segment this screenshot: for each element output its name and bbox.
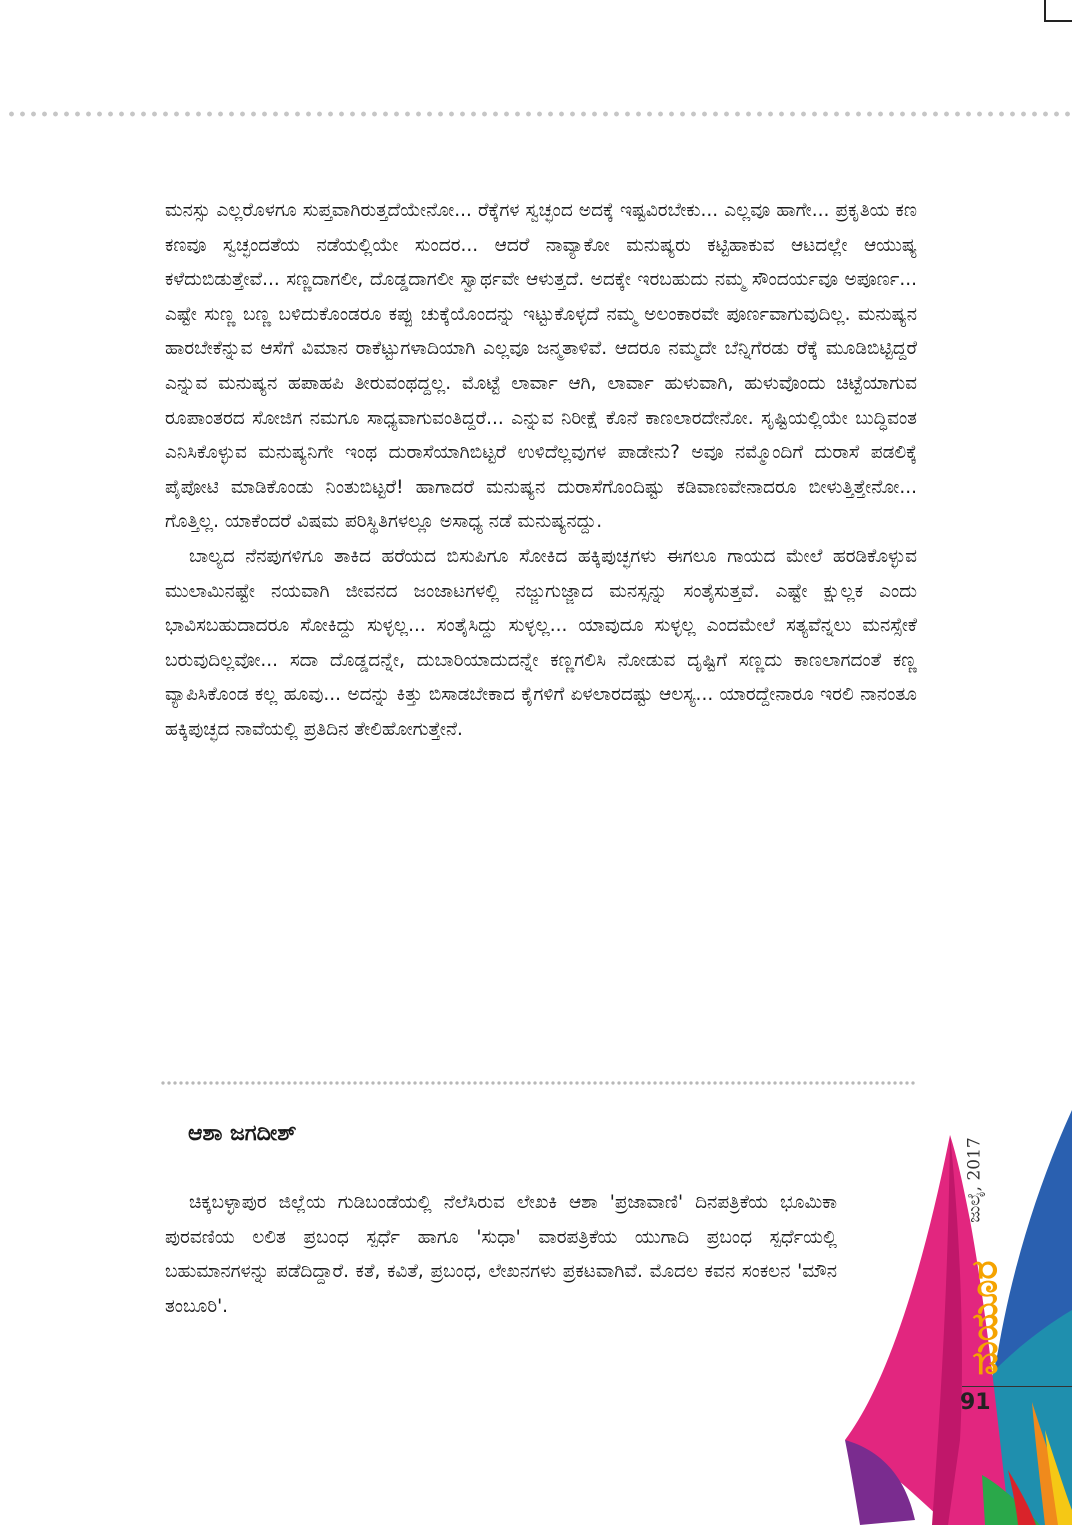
issue-date-text: ಜುಲೈ, 2017: [965, 1137, 985, 1223]
page-number: 91: [960, 1390, 991, 1415]
article-paragraph: ಮನಸ್ಸು ಎಲ್ಲರೊಳಗೂ ಸುಪ್ತವಾಗಿರುತ್ತದೆಯೇನೋ... ರೆಕ್ಕೆಗಳ ಸ್ವಚ್ಛಂದ ಅದಕ್ಕೆ ಇಷ್ಟವಿರಬೇಕು... ಎಲ್ಲವೂ ಹಾಗೇ... ಪ್ರಕೃತಿಯ ಕಣ ಕಣವೂ ಸ್ವಚ್ಛಂದತೆಯ ನಡೆಯಲ್ಲಿಯೇ ಸುಂದರ... ಆದರೆ ನಾವ್ಯಾಕೋ ಮನುಷ್ಯರು ಕಟ್ಟಿಹಾಕುವ ಆಟದಲ್ಲೇ ಆಯುಷ್ಯ ಕಳೆದುಬಿಡುತ್ತೇವೆ... ಸಣ್ಣದಾಗಲೀ, ದೊಡ್ಡದಾಗಲೀ ಸ್ವಾರ್ಥವೇ ಆಳುತ್ತದೆ. ಅದಕ್ಕೇ ಇರಬಹುದು ನಮ್ಮ ಸೌಂದರ್ಯವೂ ಅಪೂರ್ಣ... ಎಷ್ಟೇ ಸುಣ್ಣ ಬಣ್ಣ ಬಳಿದುಕೊಂಡರೂ ಕಪ್ಪು ಚುಕ್ಕೆಯೊಂದನ್ನು ಇಟ್ಟುಕೊಳ್ಳದೆ ನಮ್ಮ ಅಲಂಕಾರವೇ ಪೂರ್ಣವಾಗುವುದಿಲ್ಲ. ಮನುಷ್ಯನ ಹಾರಬೇಕೆನ್ನುವ ಆಸೆಗೆ ವಿಮಾನ ರಾಕೆಟ್ಟುಗಳಾದಿಯಾಗಿ ಎಲ್ಲವೂ ಜನ್ಮತಾಳಿವೆ. ಆದರೂ ನಮ್ಮದೇ ಬೆನ್ನಿಗೆರಡು ರೆಕ್ಕೆ ಮೂಡಿಬಿಟ್ಟಿದ್ದರೆ ಎನ್ನುವ ಮನುಷ್ಯನ ಹಪಾಹಪಿ ತೀರುವಂಥದ್ದಲ್ಲ. ಮೊಟ್ಟೆ ಲಾರ್ವಾ ಆಗಿ, ಲಾರ್ವಾ ಹುಳುವಾಗಿ, ಹುಳುವೊಂದು ಚಿಟ್ಟೆಯಾಗುವ ರೂಪಾಂತರದ ಸೋಜಿಗ ನಮಗೂ ಸಾಧ್ಯವಾಗುವಂತಿದ್ದರೆ... ಎನ್ನುವ ನಿರೀಕ್ಷೆ ಕೊನೆ ಕಾಣಲಾರದೇನೋ. ಸೃಷ್ಟಿಯಲ್ಲಿಯೇ ಬುದ್ಧಿವಂತ ಎನಿಸಿಕೊಳ್ಳುವ ಮನುಷ್ಯನಿಗೇ ಇಂಥ ದುರಾಸೆಯಾಗಿಬಿಟ್ಟರೆ ಉಳಿದೆಲ್ಲವುಗಳ ಪಾಡೇನು? ಅವೂ ನಮ್ಮೊಂದಿಗೆ ದುರಾಸೆ ಪಡಲಿಕ್ಕೆ ಪೈಪೋಟಿ ಮಾಡಿಕೊಂಡು ನಿಂತುಬಿಟ್ಟರೆ! ಹಾಗಾದರೆ ಮನುಷ್ಯನ ದುರಾಸೆಗೊಂದಿಷ್ಟು ಕಡಿವಾಣವೇನಾದರೂ ಬೀಳುತ್ತಿತ್ತೇನೋ... ಗೊತ್ತಿಲ್ಲ. ಯಾಕೆಂದರೆ ವಿಷಮ ಪರಿಸ್ಥಿತಿಗಳಲ್ಲೂ ಅಸಾಧ್ಯ ನಡೆ ಮನುಷ್ಯನದ್ದು.: [165, 200, 917, 533]
article-body: [165, 194, 917, 748]
article-paragraph: ಬಾಲ್ಯದ ನೆನಪುಗಳಿಗೂ ತಾಕಿದ ಹರೆಯದ ಬಿಸುಪಿಗೂ ಸೋಕಿದ ಹಕ್ಕಿಪುಚ್ಛಗಳು ಈಗಲೂ ಗಾಯದ ಮೇಲೆ ಹರಡಿಕೊಳ್ಳುವ ಮುಲಾಮಿನಷ್ಟೇ ನಯವಾಗಿ ಜೀವನದ ಜಂಜಾಟಗಳಲ್ಲಿ ನಜ್ಜುಗುಜ್ಜಾದ ಮನಸ್ಸನ್ನು ಸಂತೈಸುತ್ತವೆ. ಎಷ್ಟೇ ಕ್ಷುಲ್ಲಕ ಎಂದು ಭಾವಿಸಬಹುದಾದರೂ ಸೋಕಿದ್ದು ಸುಳ್ಳಲ್ಲ... ಸಂತೈಸಿದ್ದು ಸುಳ್ಳಲ್ಲ... ಯಾವುದೂ ಸುಳ್ಳಲ್ಲ ಎಂದಮೇಲೆ ಸತ್ಯವೆನ್ನಲು ಮನಸ್ಸೇಕೆ ಬರುವುದಿಲ್ಲವೋ... ಸದಾ ದೊಡ್ಡದನ್ನೇ, ದುಬಾರಿಯಾದುದನ್ನೇ ಕಣ್ಣಗಲಿಸಿ ನೋಡುವ ದೃಷ್ಟಿಗೆ ಸಣ್ಣದು ಕಾಣಲಾಗದಂತೆ ಕಣ್ಣ ವ್ಯಾಪಿಸಿಕೊಂಡ ಕಲ್ಲ ಹೂವು... ಅದನ್ನು ಕಿತ್ತು ಬಿಸಾಡಬೇಕಾದ ಕೈಗಳಿಗೆ ಏಳಲಾರದಷ್ಟು ಆಲಸ್ಯ... ಯಾರದ್ದೇನಾರೂ ಇರಲಿ ನಾನಂತೂ ಹಕ್ಕಿಪುಚ್ಛದ ನಾವೆಯಲ್ಲಿ ಪ್ರತಿದಿನ ತೇಲಿಹೋಗುತ್ತೇನೆ.: [165, 545, 917, 740]
magazine-title: [965, 1248, 1005, 1388]
dotted-divider-top: [6, 111, 1072, 117]
magazine-title-text: ಮಯೂರ: [964, 1260, 1005, 1376]
author-bio-text: ಚಿಕ್ಕಬಳ್ಳಾಪುರ ಜಿಲ್ಲೆಯ ಗುಡಿಬಂಡೆಯಲ್ಲಿ ನೆಲೆಸಿರುವ ಲೇಖಕಿ ಆಶಾ 'ಪ್ರಜಾವಾಣಿ' ದಿನಪತ್ರಿಕೆಯ ಭೂಮಿಕಾ ಪುರವಣಿಯ ಲಲಿತ ಪ್ರಬಂಧ ಸ್ಪರ್ಧೆ ಹಾಗೂ 'ಸುಧಾ' ವಾರಪತ್ರಿಕೆಯ ಯುಗಾದಿ ಪ್ರಬಂಧ ಸ್ಪರ್ಧೆಯಲ್ಲಿ ಬಹುಮಾನಗಳನ್ನು ಪಡೆದಿದ್ದಾರೆ. ಕತೆ, ಕವಿತೆ, ಪ್ರಬಂಧ, ಲೇಖನಗಳು ಪ್ರಕಟವಾಗಿವೆ. ಮೊದಲ ಕವನ ಸಂಕಲನ 'ಮೌನ ತಂಬೂರಿ'.: [165, 1192, 837, 1317]
dotted-divider-author: [160, 1081, 917, 1085]
issue-date: [963, 1120, 987, 1240]
crop-mark: [1044, 0, 1072, 22]
page-number-rule: [962, 1386, 1072, 1387]
feather-illustration: [800, 1110, 1072, 1525]
author-name: ಆಶಾ ಜಗದೀಶ್: [188, 1121, 297, 1146]
author-bio: [165, 1186, 837, 1324]
